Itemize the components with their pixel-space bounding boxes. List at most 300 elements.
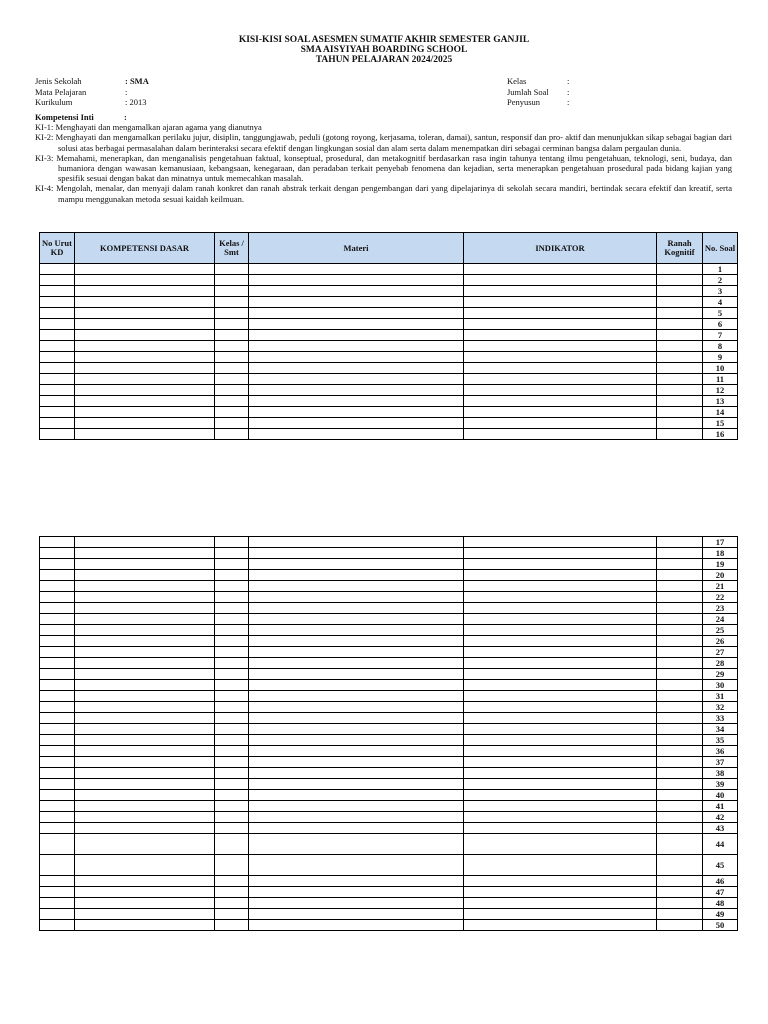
cell-no-soal: 16 (703, 429, 738, 440)
cell-ranah-kognitif (657, 636, 703, 647)
cell-indikator (464, 396, 657, 407)
cell-kompetensi-dasar (75, 834, 215, 855)
table-row (40, 834, 738, 855)
cell-ranah-kognitif (657, 887, 703, 898)
cell-no-urut-kd (40, 330, 75, 341)
cell-kelas-smt (215, 909, 249, 920)
cell-ranah-kognitif (657, 735, 703, 746)
cell-ranah-kognitif (657, 834, 703, 855)
cell-kelas-smt (215, 790, 249, 801)
cell-kelas-smt (215, 898, 249, 909)
cell-ranah-kognitif (657, 275, 703, 286)
cell-indikator (464, 876, 657, 887)
cell-kelas-smt (215, 920, 249, 931)
cell-no-urut-kd (40, 876, 75, 887)
cell-materi (249, 801, 464, 812)
cell-no-urut-kd (40, 735, 75, 746)
cell-materi (249, 834, 464, 855)
cell-no-urut-kd (40, 790, 75, 801)
cell-no-urut-kd (40, 647, 75, 658)
document-title (0, 35, 768, 65)
cell-kompetensi-dasar (75, 887, 215, 898)
cell-kelas-smt (215, 286, 249, 297)
cell-materi (249, 724, 464, 735)
cell-indikator (464, 581, 657, 592)
cell-ranah-kognitif (657, 790, 703, 801)
cell-materi (249, 855, 464, 876)
cell-kelas-smt (215, 779, 249, 790)
cell-indikator (464, 768, 657, 779)
cell-no-urut-kd (40, 636, 75, 647)
cell-materi (249, 658, 464, 669)
cell-ranah-kognitif (657, 909, 703, 920)
ki-1: KI-1: Menghayati dan mengamalkan ajaran agama yang dianutnya (35, 122, 262, 133)
info-row-kelas (507, 76, 569, 87)
cell-indikator (464, 429, 657, 440)
table-row (40, 724, 738, 735)
cell-no-urut-kd (40, 713, 75, 724)
cell-kompetensi-dasar (75, 418, 215, 429)
cell-kompetensi-dasar (75, 286, 215, 297)
cell-materi (249, 548, 464, 559)
table-row (40, 669, 738, 680)
cell-no-soal: 22 (703, 592, 738, 603)
table-row (40, 790, 738, 801)
kompetensi-inti-heading (35, 112, 732, 122)
kisi-kisi-table-part-1 (39, 232, 738, 440)
cell-ranah-kognitif (657, 374, 703, 385)
cell-indikator (464, 264, 657, 275)
cell-kompetensi-dasar (75, 614, 215, 625)
cell-materi (249, 702, 464, 713)
cell-kompetensi-dasar (75, 768, 215, 779)
table-row (40, 647, 738, 658)
cell-ranah-kognitif (657, 658, 703, 669)
cell-indikator (464, 801, 657, 812)
cell-kompetensi-dasar (75, 537, 215, 548)
cell-no-soal: 29 (703, 669, 738, 680)
cell-kelas-smt (215, 680, 249, 691)
cell-kompetensi-dasar (75, 702, 215, 713)
cell-indikator (464, 790, 657, 801)
cell-kompetensi-dasar (75, 647, 215, 658)
cell-indikator (464, 308, 657, 319)
cell-ranah-kognitif (657, 537, 703, 548)
cell-kompetensi-dasar (75, 603, 215, 614)
cell-ranah-kognitif (657, 330, 703, 341)
cell-indikator (464, 352, 657, 363)
table-row (40, 746, 738, 757)
cell-materi (249, 812, 464, 823)
cell-no-soal: 17 (703, 537, 738, 548)
cell-no-urut-kd (40, 920, 75, 931)
cell-no-soal: 6 (703, 319, 738, 330)
cell-kelas-smt (215, 407, 249, 418)
info-label: Mata Pelajaran (35, 86, 87, 97)
cell-materi (249, 592, 464, 603)
cell-materi (249, 385, 464, 396)
cell-no-urut-kd (40, 757, 75, 768)
cell-ranah-kognitif (657, 801, 703, 812)
cell-indikator (464, 887, 657, 898)
cell-no-urut-kd (40, 680, 75, 691)
cell-materi (249, 275, 464, 286)
cell-kompetensi-dasar (75, 876, 215, 887)
cell-kelas-smt (215, 385, 249, 396)
cell-no-soal: 10 (703, 363, 738, 374)
info-label: Penyusun (507, 97, 541, 107)
cell-no-urut-kd (40, 898, 75, 909)
cell-kompetensi-dasar (75, 812, 215, 823)
cell-kompetensi-dasar (75, 275, 215, 286)
cell-no-soal: 21 (703, 581, 738, 592)
cell-no-soal: 24 (703, 614, 738, 625)
cell-no-urut-kd (40, 603, 75, 614)
cell-ranah-kognitif (657, 418, 703, 429)
cell-materi (249, 909, 464, 920)
cell-ranah-kognitif (657, 264, 703, 275)
cell-no-soal: 34 (703, 724, 738, 735)
cell-kelas-smt (215, 319, 249, 330)
cell-ranah-kognitif (657, 592, 703, 603)
cell-no-urut-kd (40, 275, 75, 286)
cell-no-urut-kd (40, 537, 75, 548)
table-header-row (40, 233, 738, 264)
cell-kompetensi-dasar (75, 352, 215, 363)
cell-no-soal: 28 (703, 658, 738, 669)
cell-materi (249, 308, 464, 319)
cell-indikator (464, 559, 657, 570)
cell-kelas-smt (215, 746, 249, 757)
table-row (40, 559, 738, 570)
table-row (40, 779, 738, 790)
cell-ranah-kognitif (657, 812, 703, 823)
cell-no-soal: 19 (703, 559, 738, 570)
cell-no-urut-kd (40, 669, 75, 680)
cell-materi (249, 374, 464, 385)
cell-kompetensi-dasar (75, 625, 215, 636)
cell-no-soal: 31 (703, 691, 738, 702)
table-row (40, 363, 738, 374)
cell-materi (249, 603, 464, 614)
cell-ranah-kognitif (657, 757, 703, 768)
cell-no-urut-kd (40, 352, 75, 363)
table-row (40, 658, 738, 669)
info-label: Jumlah Soal (507, 86, 549, 97)
cell-ranah-kognitif (657, 724, 703, 735)
cell-no-soal: 44 (703, 834, 738, 855)
cell-no-soal: 48 (703, 898, 738, 909)
cell-no-soal: 11 (703, 374, 738, 385)
cell-no-soal: 26 (703, 636, 738, 647)
cell-ranah-kognitif (657, 855, 703, 876)
title-line-2: SMA AISYIYAH BOARDING SCHOOL (300, 45, 468, 55)
cell-materi (249, 407, 464, 418)
table-row (40, 876, 738, 887)
cell-indikator (464, 724, 657, 735)
table-row (40, 330, 738, 341)
cell-ranah-kognitif (657, 286, 703, 297)
cell-materi (249, 876, 464, 887)
table-row (40, 537, 738, 548)
ki-4: KI-4: Mengolah, menalar, dan menyaji dalam ranah konkret dan ranah abstrak terkait dengan pengembangan dari yang dipelajarinya di sekolah secara mandiri, bertindak secara efektif dan kreatif, serta mampu menggunakan metoda sesuai kaidah keilmuan. (35, 183, 732, 204)
cell-kelas-smt (215, 330, 249, 341)
table-row (40, 264, 738, 275)
cell-ranah-kognitif (657, 779, 703, 790)
info-value: : (567, 86, 570, 97)
cell-kompetensi-dasar (75, 909, 215, 920)
cell-kompetensi-dasar (75, 330, 215, 341)
cell-ranah-kognitif (657, 385, 703, 396)
cell-materi (249, 625, 464, 636)
cell-kompetensi-dasar (75, 801, 215, 812)
cell-kompetensi-dasar (75, 264, 215, 275)
cell-no-urut-kd (40, 429, 75, 440)
cell-kompetensi-dasar (75, 790, 215, 801)
cell-kelas-smt (215, 396, 249, 407)
cell-materi (249, 581, 464, 592)
cell-materi (249, 537, 464, 548)
cell-no-urut-kd (40, 834, 75, 855)
cell-indikator (464, 537, 657, 548)
cell-no-soal: 9 (703, 352, 738, 363)
cell-ranah-kognitif (657, 713, 703, 724)
cell-kelas-smt (215, 801, 249, 812)
cell-no-soal: 39 (703, 779, 738, 790)
cell-indikator (464, 341, 657, 352)
cell-indikator (464, 691, 657, 702)
cell-indikator (464, 909, 657, 920)
cell-no-urut-kd (40, 570, 75, 581)
title-line-3: TAHUN PELAJARAN 2024/2025 (315, 55, 453, 65)
cell-kompetensi-dasar (75, 297, 215, 308)
cell-ranah-kognitif (657, 363, 703, 374)
cell-kompetensi-dasar (75, 429, 215, 440)
cell-kelas-smt (215, 768, 249, 779)
cell-kompetensi-dasar (75, 669, 215, 680)
cell-kompetensi-dasar (75, 592, 215, 603)
cell-no-urut-kd (40, 592, 75, 603)
cell-indikator (464, 614, 657, 625)
info-label: Jenis Sekolah (35, 76, 82, 86)
cell-ranah-kognitif (657, 680, 703, 691)
cell-kelas-smt (215, 614, 249, 625)
cell-no-soal: 25 (703, 625, 738, 636)
cell-materi (249, 779, 464, 790)
cell-no-soal: 33 (703, 713, 738, 724)
cell-no-urut-kd (40, 264, 75, 275)
cell-indikator (464, 418, 657, 429)
cell-kelas-smt (215, 308, 249, 319)
cell-kompetensi-dasar (75, 724, 215, 735)
table-row (40, 812, 738, 823)
table-row (40, 614, 738, 625)
info-value: : (567, 76, 570, 86)
cell-no-urut-kd (40, 418, 75, 429)
cell-materi (249, 647, 464, 658)
cell-indikator (464, 636, 657, 647)
cell-no-urut-kd (40, 286, 75, 297)
cell-kelas-smt (215, 636, 249, 647)
cell-no-urut-kd (40, 691, 75, 702)
cell-ranah-kognitif (657, 746, 703, 757)
cell-indikator (464, 647, 657, 658)
cell-no-soal: 46 (703, 876, 738, 887)
cell-materi (249, 570, 464, 581)
cell-no-urut-kd (40, 812, 75, 823)
cell-kelas-smt (215, 823, 249, 834)
cell-no-soal: 43 (703, 823, 738, 834)
cell-ranah-kognitif (657, 559, 703, 570)
cell-indikator (464, 735, 657, 746)
cell-indikator (464, 319, 657, 330)
cell-indikator (464, 275, 657, 286)
cell-no-urut-kd (40, 374, 75, 385)
cell-ranah-kognitif (657, 625, 703, 636)
table-row (40, 823, 738, 834)
table-row (40, 757, 738, 768)
cell-no-soal: 8 (703, 341, 738, 352)
cell-no-soal: 42 (703, 812, 738, 823)
cell-indikator (464, 570, 657, 581)
cell-ranah-kognitif (657, 876, 703, 887)
cell-materi (249, 713, 464, 724)
cell-no-soal: 47 (703, 887, 738, 898)
header-materi: Materi (249, 233, 464, 264)
cell-ranah-kognitif (657, 614, 703, 625)
info-value: : (125, 86, 128, 97)
cell-kelas-smt (215, 570, 249, 581)
cell-materi (249, 790, 464, 801)
cell-kompetensi-dasar (75, 385, 215, 396)
cell-materi (249, 680, 464, 691)
cell-kelas-smt (215, 658, 249, 669)
table-row (40, 680, 738, 691)
table-row (40, 548, 738, 559)
cell-kelas-smt (215, 691, 249, 702)
cell-kelas-smt (215, 834, 249, 855)
cell-no-soal: 40 (703, 790, 738, 801)
cell-kompetensi-dasar (75, 396, 215, 407)
cell-materi (249, 319, 464, 330)
header-kelas-smt: Kelas / Smt (215, 233, 249, 264)
cell-indikator (464, 898, 657, 909)
cell-kelas-smt (215, 374, 249, 385)
cell-no-urut-kd (40, 581, 75, 592)
cell-ranah-kognitif (657, 352, 703, 363)
cell-kompetensi-dasar (75, 319, 215, 330)
cell-kompetensi-dasar (75, 570, 215, 581)
cell-kompetensi-dasar (75, 407, 215, 418)
cell-no-soal: 20 (703, 570, 738, 581)
cell-kelas-smt (215, 418, 249, 429)
table-row (40, 570, 738, 581)
cell-ranah-kognitif (657, 297, 703, 308)
table-row (40, 429, 738, 440)
cell-kompetensi-dasar (75, 363, 215, 374)
cell-kelas-smt (215, 297, 249, 308)
cell-no-urut-kd (40, 614, 75, 625)
table-row (40, 352, 738, 363)
cell-kompetensi-dasar (75, 920, 215, 931)
cell-kelas-smt (215, 757, 249, 768)
info-row-penyusun (507, 97, 569, 108)
kompetensi-inti-section (35, 112, 732, 204)
table-row (40, 603, 738, 614)
table-row (40, 385, 738, 396)
cell-indikator (464, 658, 657, 669)
cell-kelas-smt (215, 592, 249, 603)
cell-indikator (464, 625, 657, 636)
cell-ranah-kognitif (657, 319, 703, 330)
cell-kompetensi-dasar (75, 559, 215, 570)
cell-ranah-kognitif (657, 823, 703, 834)
cell-materi (249, 264, 464, 275)
cell-kompetensi-dasar (75, 581, 215, 592)
table-row (40, 920, 738, 931)
cell-indikator (464, 855, 657, 876)
info-row-mata-pelajaran (35, 87, 149, 98)
cell-indikator (464, 374, 657, 385)
table-row (40, 286, 738, 297)
cell-materi (249, 429, 464, 440)
cell-kompetensi-dasar (75, 746, 215, 757)
cell-kelas-smt (215, 702, 249, 713)
cell-indikator (464, 330, 657, 341)
cell-indikator (464, 297, 657, 308)
cell-kelas-smt (215, 352, 249, 363)
cell-ranah-kognitif (657, 702, 703, 713)
cell-no-soal: 2 (703, 275, 738, 286)
cell-no-soal: 12 (703, 385, 738, 396)
info-value: : (567, 97, 570, 107)
info-row-jenis-sekolah (35, 76, 149, 87)
cell-no-urut-kd (40, 319, 75, 330)
cell-materi (249, 396, 464, 407)
cell-materi (249, 330, 464, 341)
cell-ranah-kognitif (657, 570, 703, 581)
cell-kelas-smt (215, 887, 249, 898)
table-row (40, 887, 738, 898)
cell-materi (249, 669, 464, 680)
cell-no-urut-kd (40, 909, 75, 920)
table-row (40, 909, 738, 920)
cell-materi (249, 757, 464, 768)
title-line-1: KISI-KISI SOAL ASESMEN SUMATIF AKHIR SEMESTER GANJIL (238, 35, 530, 45)
table-row (40, 319, 738, 330)
table-row (40, 855, 738, 876)
table-row (40, 691, 738, 702)
ki-3: KI-3: Memahami, menerapkan, dan menganalisis pengetahuan faktual, konseptual, prosedural, dan metakognitif berdasarkan rasa ingin tahunya tentang ilmu pengetahuan, teknologi, seni, budaya, dan humaniora dengan wawasan kemanusiaan, kebangsaan, kenegaraan, dan peradaban terkait penyebab fenomena dan kejadian, serta menerapkan pengetahuan prosedural pada bidang kajian yang spesifik sesuai dengan bakat dan minatnya untuk memecahkan masalah. (35, 152, 732, 184)
table-row (40, 592, 738, 603)
info-row-kurikulum (35, 97, 149, 108)
cell-materi (249, 920, 464, 931)
cell-no-urut-kd (40, 779, 75, 790)
cell-no-soal: 49 (703, 909, 738, 920)
cell-indikator (464, 603, 657, 614)
cell-kelas-smt (215, 341, 249, 352)
cell-no-soal: 18 (703, 548, 738, 559)
cell-kelas-smt (215, 724, 249, 735)
info-value: : 2013 (125, 97, 147, 107)
cell-no-soal: 13 (703, 396, 738, 407)
cell-materi (249, 636, 464, 647)
cell-kelas-smt (215, 363, 249, 374)
table-row (40, 636, 738, 647)
cell-kompetensi-dasar (75, 341, 215, 352)
cell-ranah-kognitif (657, 581, 703, 592)
cell-kelas-smt (215, 429, 249, 440)
